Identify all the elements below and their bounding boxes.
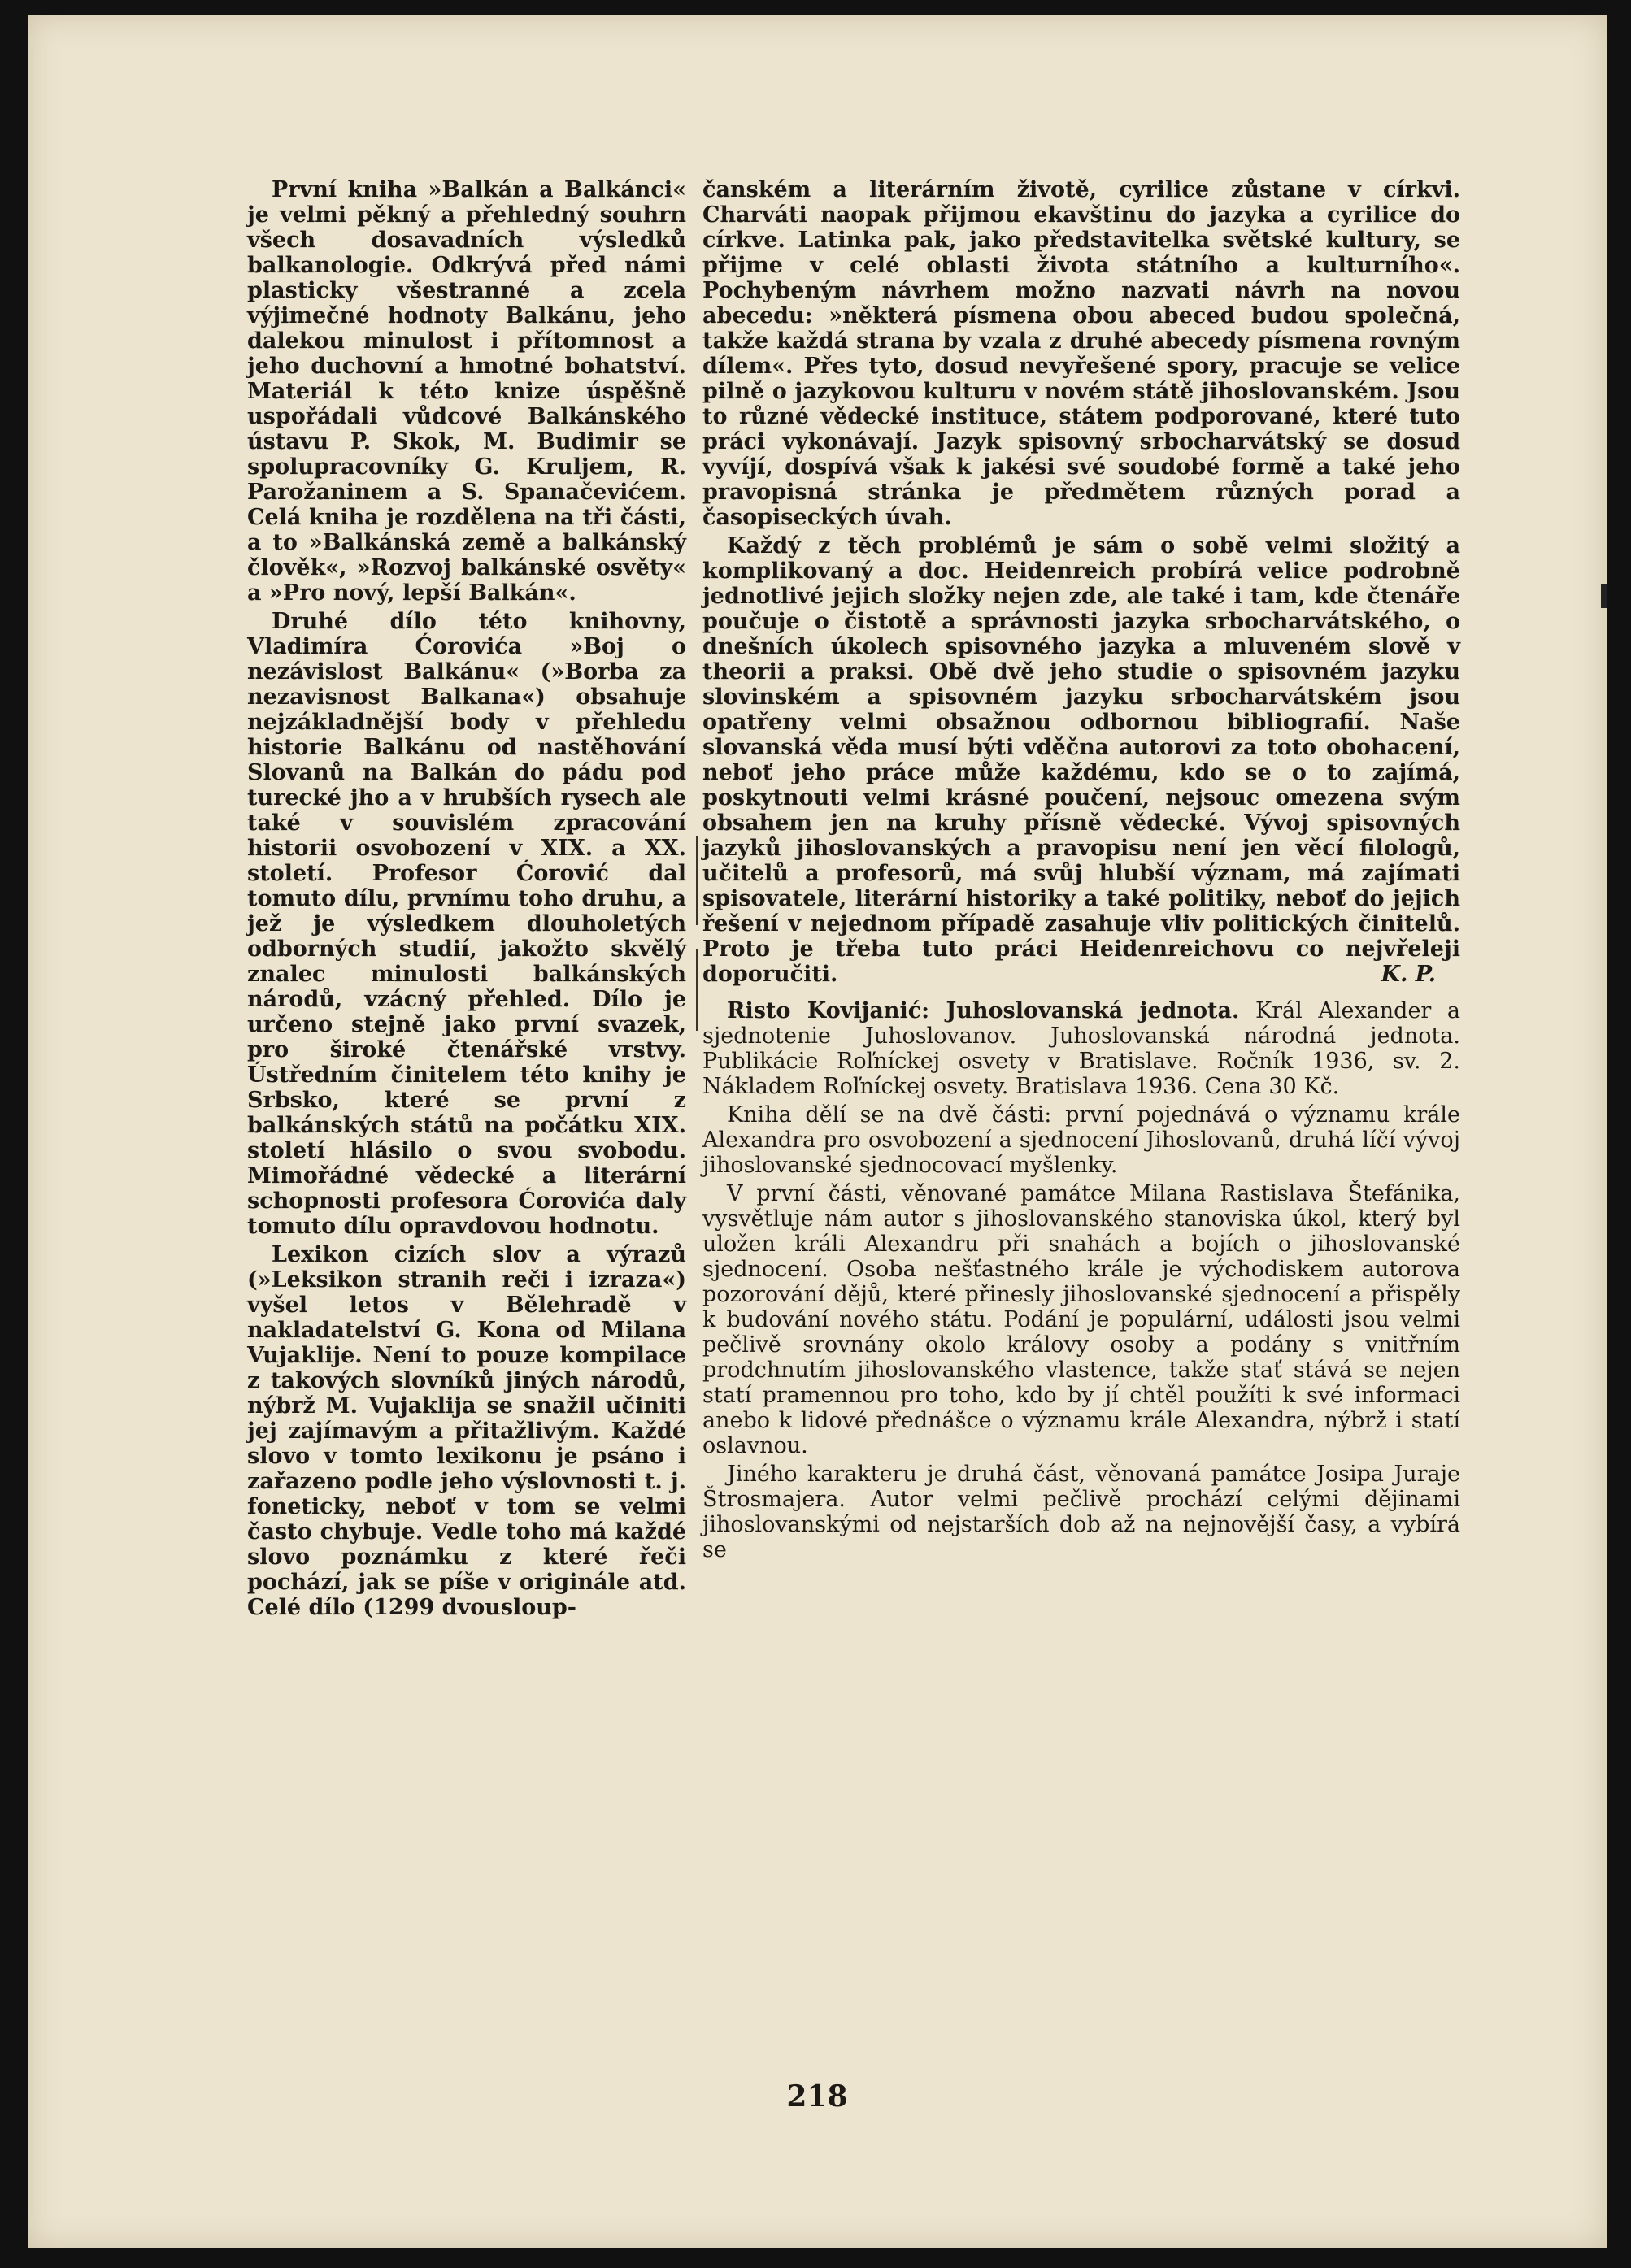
review-heading [702, 998, 1460, 1099]
lexikon-text: (»Leksikon stranih reči i izraza«) vyšel letos v Bělehradě v nakladatelství G. Kona od Milana Vujaklije. Není to pouze kompilace z takových slovníků jiných národů, nýbrž M. Vujaklija se snažil učiniti jej zajímavým a přitažlivým. Každé slovo v tomto lexikonu je psáno i zařazeno podle jeho výslovnosti t. j. foneticky, neboť v tom se velmi často chybuje. Vedle toho má každé slovo poznámku z které řeči pochází, jak se píše v originále atd. Celé dílo (1299 dvousloup- [247, 1267, 686, 1620]
review-title: Risto Kovijanić: Juhoslovanská jednota. [727, 998, 1240, 1023]
left-paragraph-2: Druhé dílo této knihovny, Vladimíra Ćorovića »Boj o nezávislost Balkánu« (»Borba za nezavisnost Balkana«) obsahuje nejzákladnější body v přehledu historie Balkánu od nastěhování Slovanů na Balkán do pádu pod turecké jho a v hrubších rysech ale také v souvislém zpracování historii osvobození v XIX. a XX. století. Profesor Ćorović dal tomuto dílu, prvnímu toho druhu, a jež je výsledkem dlouholetých odborných studií, jakožto skvělý znalec minulosti balkánských národů, vzácný přehled. Dílo je určeno stejně jako první svazek, pro široké čtenářské vrstvy. Ústředním činitelem této knihy je Srbsko, které se první z balkánských států na počátku XIX. století hlásilo o svou svobodu. Mimořádné vědecké a literární schopnosti profesora Ćorovića daly tomuto dílu opravdovou hodnotu. [247, 609, 686, 1239]
column-divider-1 [696, 836, 698, 925]
scanned-page [28, 15, 1607, 2248]
right-paragraph-2-text: Každý z těch problémů je sám o sobě velmi složitý a komplikovaný a doc. Heidenreich probírá velice podrobně jednotlivé jejich složky nejen zde, ale také i tam, kde čtenáře poučuje o čistotě a správnosti jazyka srbocharvátského, o dnešních úkolech spisovného jazyka a mluveném slově v theorii a praksi. Obě dvě jeho studie o spisovném jazyku slovinském a spisovném jazyku srbocharvátském jsou opatřeny velmi obsažnou odbornou bibliografií. Naše slovanská věda musí býti vděčna autorovi za toto obohacení, neboť jeho práce může každému, kdo se o to zajímá, poskytnouti velmi krásné poučení, nejsouc omezena svým obsahem jen na kruhy přísně vědecké. Vývoj spisovných jazyků jihoslovanských a pravopisu není jen věcí filologů, učitelů a profesorů, má svůj hlubší význam, má zajímati spisovatele, literární historiky a také politiky, neboť do jejich řešení v nejednom případě zasahuje vliv politických činitelů. Proto je třeba tuto práci Heidenreichovu co nejvřeleji doporučiti. [702, 533, 1460, 987]
right-paragraph-2 [702, 533, 1460, 987]
column-divider-2 [696, 949, 698, 1031]
margin-mark [1601, 584, 1607, 608]
left-column [247, 177, 686, 1623]
right-paragraph-5: V první části, věnované památce Milana Rastislava Štefánika, vysvětluje nám autor s jihoslovanského stanoviska úkol, který byl uložen králi Alexandru při snahách a bojích o jihoslovanské sjednocení. Osoba nešťastného krále je východiskem autorova pozorování dějů, které přinesly jihoslovanské sjednocení a přispěly k budování nového státu. Podání je populární, události jsou velmi pečlivě srovnány okolo královy osoby a podány s vnitřním prodchnutím jihoslovanského vlastence, takže stať stává se nejen statí pramennou pro toho, kdo by jí chtěl použíti k své informaci anebo k lidové přednášce o významu krále Alexandra, nýbrž i statí oslavnou. [702, 1181, 1460, 1458]
lexikon-paragraph [247, 1242, 686, 1620]
lexikon-title: Lexikon cizích slov a výrazů [272, 1242, 686, 1267]
page-number: 218 [786, 2079, 848, 2114]
right-column [702, 177, 1460, 1566]
right-paragraph-4: Kniha dělí se na dvě části: první pojednává o významu krále Alexandra pro osvobození a sjednocení Jihoslovanů, druhá líčí vývoj jihoslovanské sjednocovací myšlenky. [702, 1102, 1460, 1178]
signature: K. P. [1381, 962, 1436, 987]
left-paragraph-1: První kniha »Balkán a Balkánci« je velmi pěkný a přehledný souhrn všech dosavadních výsledků balkanologie. Odkrývá před námi plasticky všestranné a zcela výjimečné hodnoty Balkánu, jeho dalekou minulost i přítomnost a jeho duchovní a hmotné bohatství. Materiál k této knize úspěšně uspořádali vůdcové Balkánského ústavu P. Skok, M. Budimir se spolupracovníky G. Kruljem, R. Parožaninem a S. Spanačevićem. Celá kniha je rozdělena na tři části, a to »Balkánská země a balkánský člověk«, »Rozvoj balkánské osvěty« a »Pro nový, lepší Balkán«. [247, 177, 686, 606]
right-paragraph-6: Jiného karakteru je druhá část, věnovaná památce Josipa Juraje Štrosmajera. Autor velmi pečlivě prochází celými dějinami jihoslovanskými od nejstarších dob až na nejnovější časy, a vybírá se [702, 1462, 1460, 1562]
review-bibliography: Král Alexander a sjednotenie Juhoslovanov. Juhoslovanská národná jednota. Publikácie Roľníckej osvety v Bratislave. Ročník 1936, sv. 2. Nákladem Roľníckej osvety. Bratislava 1936. Cena 30 Kč. [702, 998, 1460, 1099]
right-continuation: čanském a literárním životě, cyrilice zůstane v církvi. Charváti naopak přijmou ekavštinu do jazyka a cyrilice do církve. Latinka pak, jako představitelka světské kultury, se přijme v celé oblasti života státního a kulturního«. Pochybeným návrhem možno nazvati návrh na novou abecedu: »některá písmena obou abeced budou společná, takže každá strana by vzala z druhé abecedy písmena rovným dílem«. Přes tyto, dosud nevyřešené spory, pracuje se velice pilně o jazykovou kulturu v novém státě jihoslovanském. Jsou to různé vědecké instituce, státem podporované, které tuto práci vykonávají. Jazyk spisovný srbocharvátský se dosud vyvíjí, dospívá však k jakési své soudobé formě a také jeho pravopisná stránka je předmětem různých porad a časopiseckých úvah. [702, 177, 1460, 530]
